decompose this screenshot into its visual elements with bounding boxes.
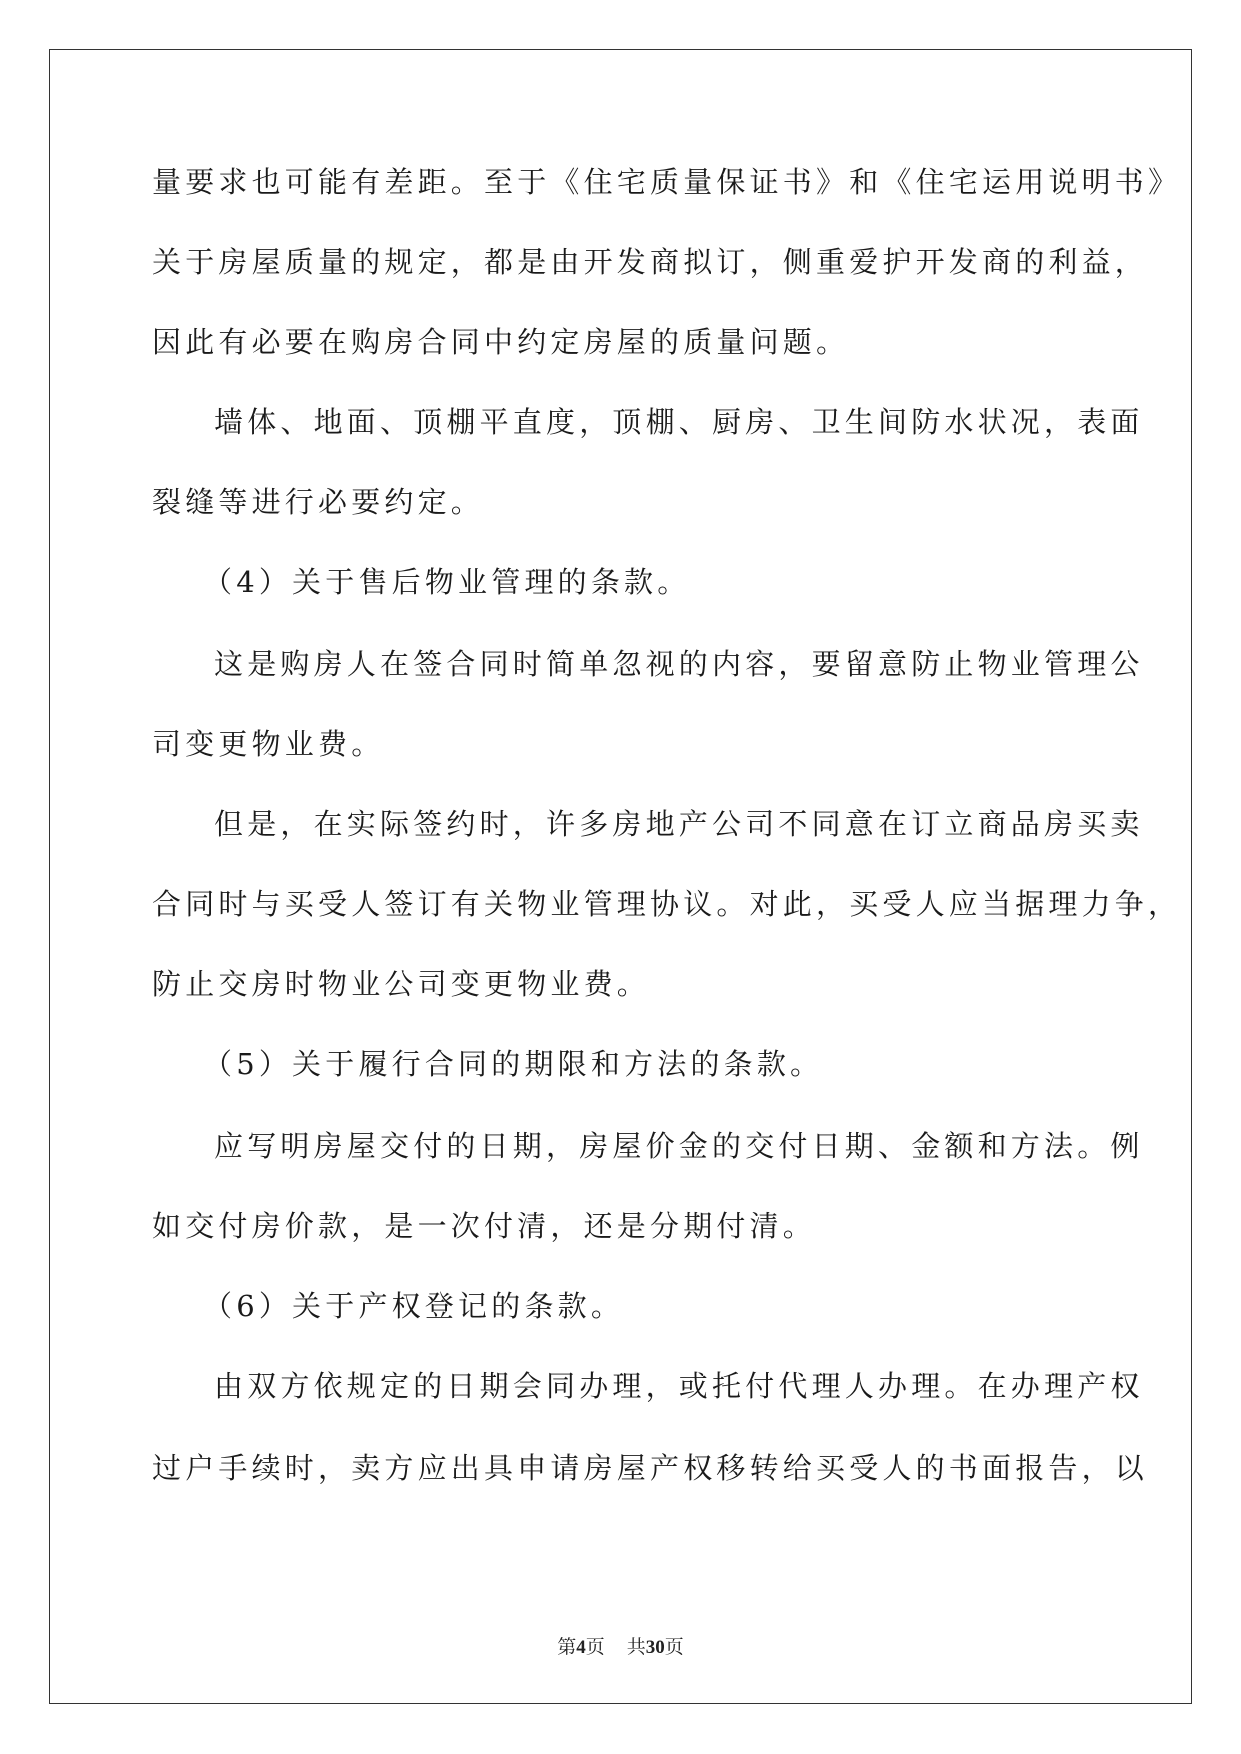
section-heading: （6）关于产权登记的条款。 xyxy=(203,1289,625,1323)
paragraph-first-line: 但是，在实际签约时，许多房地产公司不同意在订立商品房买卖 xyxy=(214,807,1144,841)
text-line: 合同时与买受人签订有关物业管理协议。对此，买受人应当据理力争， xyxy=(152,887,1182,921)
section-heading: （4）关于售后物业管理的条款。 xyxy=(203,565,691,599)
text-line: 过户手续时，卖方应出具申请房屋产权移转给买受人的书面报告，以 xyxy=(152,1451,1149,1485)
section-heading: （5）关于履行合同的期限和方法的条款。 xyxy=(203,1047,824,1081)
footer-total-suffix: 页 xyxy=(664,1637,684,1658)
footer-prefix: 第 xyxy=(557,1637,577,1658)
footer-total-prefix: 共 xyxy=(626,1637,646,1658)
text-line: 如交付房价款，是一次付清，还是分期付清。 xyxy=(152,1209,817,1243)
text-line: 量要求也可能有差距。至于《住宅质量保证书》和《住宅运用说明书》 xyxy=(152,165,1182,199)
paragraph-first-line: 应写明房屋交付的日期，房屋价金的交付日期、金额和方法。例 xyxy=(214,1129,1144,1163)
total-page-count: 30 xyxy=(645,1637,665,1658)
paragraph-first-line: 这是购房人在签合同时简单忽视的内容，要留意防止物业管理公 xyxy=(214,647,1144,681)
current-page-number: 4 xyxy=(576,1637,586,1658)
footer-page-suffix: 页 xyxy=(585,1637,605,1658)
paragraph-first-line: 墙体、地面、顶棚平直度，顶棚、厨房、卫生间防水状况，表面 xyxy=(214,405,1144,439)
text-line: 因此有必要在购房合同中约定房屋的质量问题。 xyxy=(152,325,850,359)
page-footer xyxy=(0,1636,1241,1660)
text-line: 关于房屋质量的规定，都是由开发商拟订，侧重爱护开发商的利益， xyxy=(152,245,1149,279)
text-line: 裂缝等进行必要约定。 xyxy=(152,485,485,519)
paragraph-first-line: 由双方依规定的日期会同办理，或托付代理人办理。在办理产权 xyxy=(214,1369,1144,1403)
text-line: 司变更物业费。 xyxy=(152,727,385,761)
text-line: 防止交房时物业公司变更物业费。 xyxy=(152,967,651,1001)
